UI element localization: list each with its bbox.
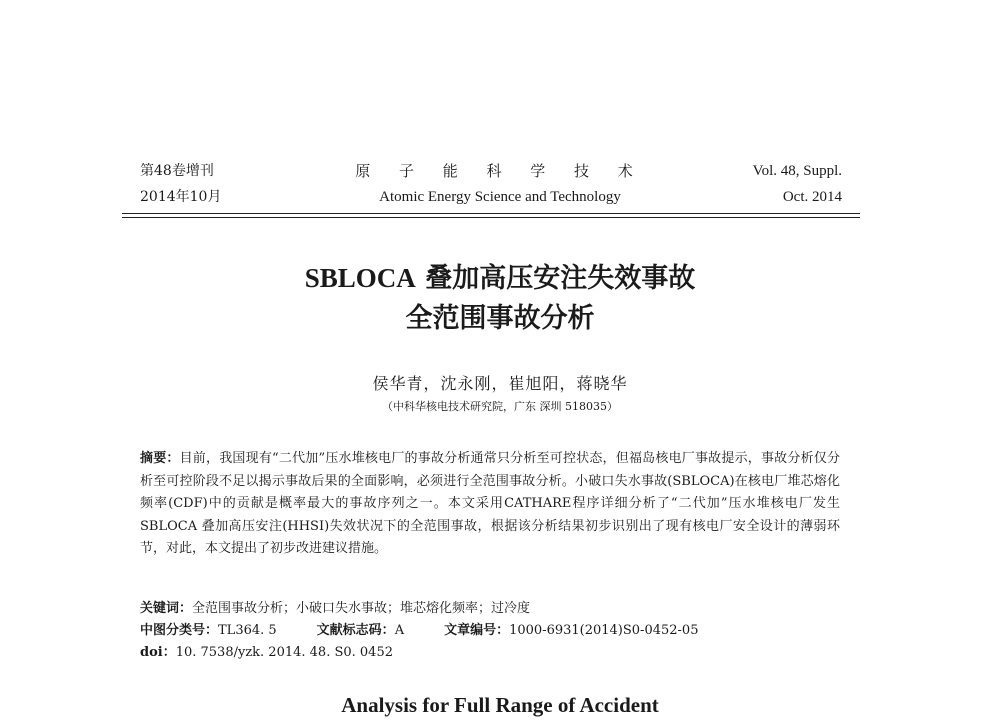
title-line-2: 全范围事故分析 <box>405 303 595 334</box>
title-latin: SBLOCA <box>304 263 416 293</box>
keywords <box>140 598 840 620</box>
doi-line <box>140 642 840 664</box>
clc-value: TL364. 5 <box>218 623 277 638</box>
header-center <box>0 158 1000 210</box>
header-right <box>753 158 842 210</box>
date-en: Oct. 2014 <box>782 189 842 205</box>
authors: 侯华青，沈永刚，崔旭阳，蒋晓华 <box>372 374 628 393</box>
paper-title <box>0 258 1000 339</box>
affiliation: （中科华核电技术研究院，广东 深圳 518035） <box>382 400 618 413</box>
doi-value: 10. 7538/yzk. 2014. 48. S0. 0452 <box>175 645 393 660</box>
volume: Vol. 48, Suppl. <box>752 163 842 179</box>
doi-label: doi： <box>140 645 176 660</box>
journal-name-cn: 原 子 能 科 学 技 术 <box>355 162 645 180</box>
english-title: Analysis for Full Range of Accident <box>341 693 659 717</box>
journal-name-en: Atomic Energy Science and Technology <box>379 189 621 205</box>
clc-label: 中图分类号： <box>140 623 219 638</box>
abstract-label: 摘要： <box>140 451 180 466</box>
title-line-1 <box>0 258 1000 299</box>
abstract-text: 目前，我国现有“二代加”压水堆核电厂的事故分析通常只分析至可控状态，但福岛核电厂事故提示，事故分析仅分析至可控阶段不足以揭示事故后果的全面影响，必须进行全范围事故分析。小破口失水事故(SBLOCA)在核电厂堆芯熔化频率(CDF)中的贡献是概率最大的事故序列之一。本文采用CATHARE程序详细分析了“二代加”压水堆核电厂发生 SBLOCA 叠加高压安注(HHSI)失效状况下的全范围事故，根据该分析结果初步识别出了现有核电厂安全设计的薄弱环节，对此，本文提出了初步改进建议措施。 <box>140 451 840 556</box>
keywords-text: 全范围事故分析；小破口失水事故；堆芯熔化频率；过冷度 <box>192 601 531 616</box>
header-rule-bottom <box>122 217 860 218</box>
article-no-value: 1000-6931(2014)S0-0452-05 <box>509 623 699 638</box>
issue-cn: 第48卷增刊 <box>140 163 214 179</box>
doc-code-label: 文献标志码： <box>316 623 395 638</box>
classification-line <box>140 620 840 642</box>
article-no-label: 文章编号： <box>444 623 510 638</box>
title-cn: 叠加高压安注失效事故 <box>425 263 696 294</box>
doc-code-value: A <box>394 623 405 638</box>
header-rule-top <box>122 213 860 214</box>
journal-header <box>0 158 1000 218</box>
keywords-label: 关键词： <box>140 601 193 616</box>
date-cn: 2014年10月 <box>140 189 222 205</box>
abstract <box>140 448 840 561</box>
